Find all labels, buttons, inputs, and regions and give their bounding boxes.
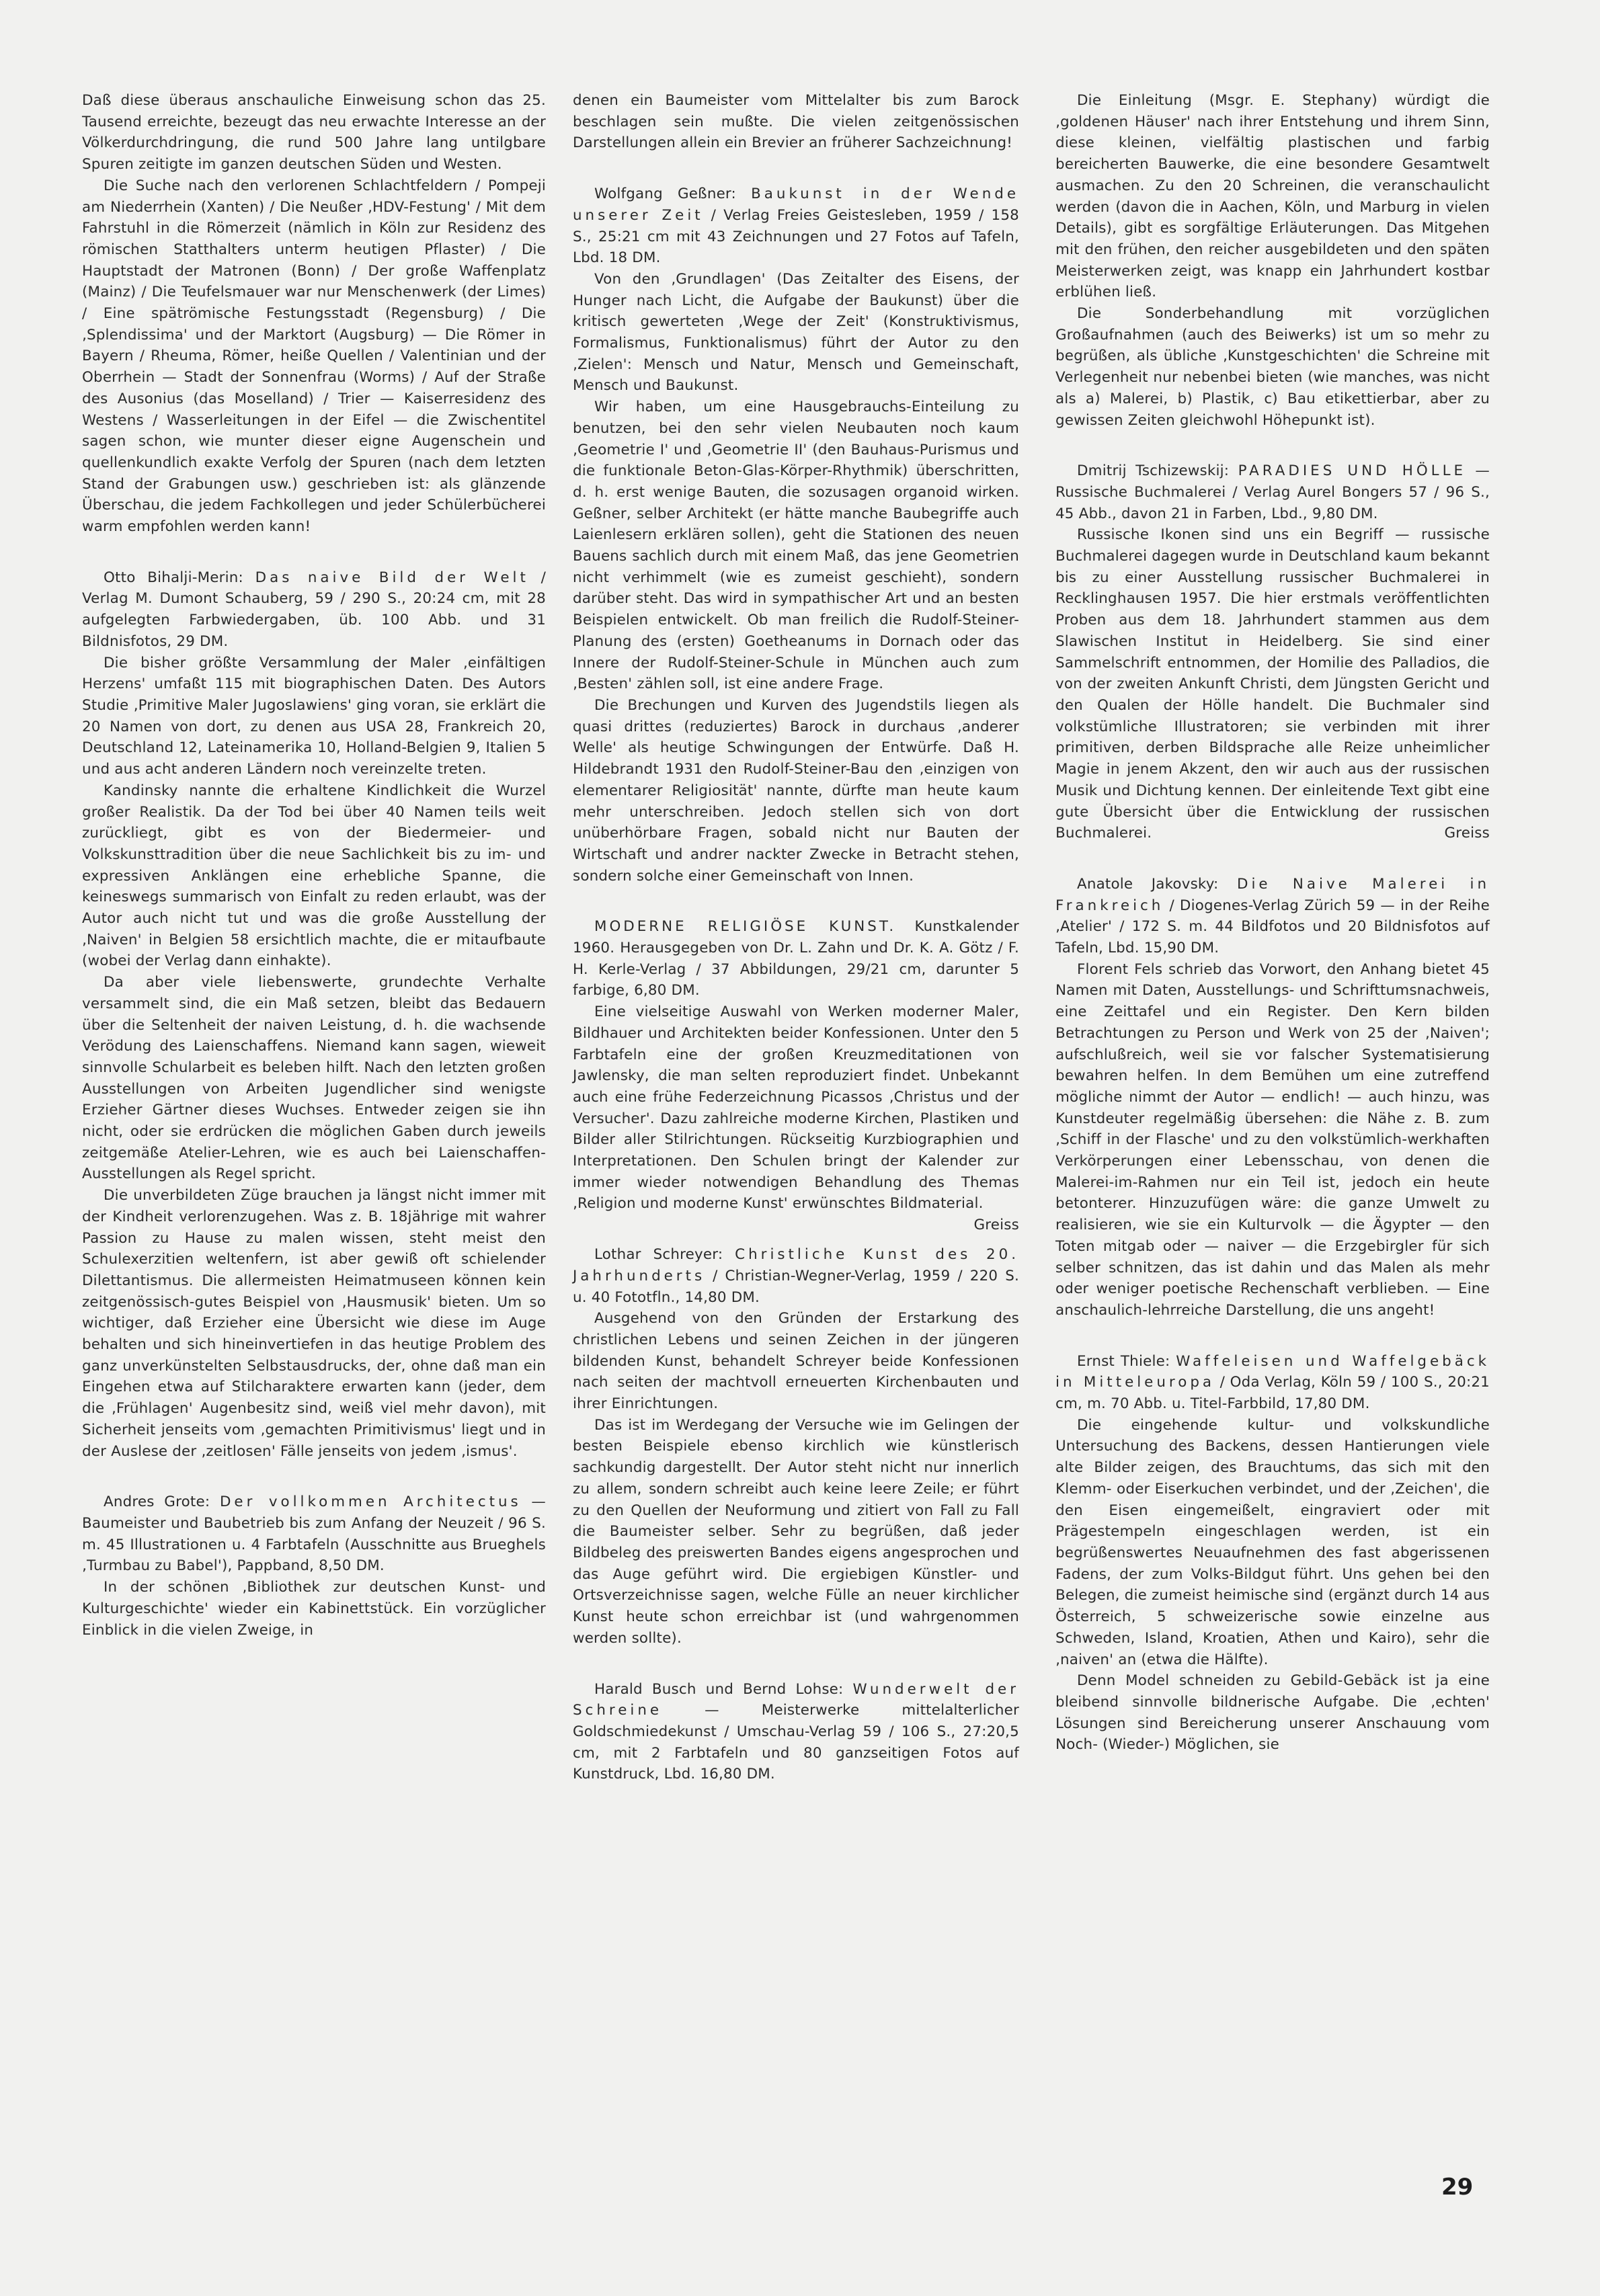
review-details: Kunstkalender 1960. Herausgegeben von Dr. L. Zahn und Dr. K. A. Götz / F. H. Kerle-Verlag / 37 Abbildungen, 29/21 cm, darunter 5 farbige, 6,80 DM. — [573, 918, 1019, 999]
review-heading — [1055, 1351, 1490, 1415]
paragraph: In der schönen ‚Bibliothek zur deutschen Kunst- und Kulturgeschichte' wieder ein Kabinettstück. Ein vorzüglicher Einblick in die vielen Zweige, in — [82, 1579, 546, 1639]
review-heading — [1055, 874, 1490, 959]
column-1 — [82, 90, 546, 1641]
review-title: Das naive Bild der Welt — [255, 569, 529, 586]
review-author: Lothar Schreyer: — [594, 1246, 723, 1264]
review-heading — [573, 916, 1019, 1001]
paragraph: Daß diese überaus anschauliche Einweisung schon das 25. Tausend erreichte, bezeugt das neu erwachte Interesse an der Völkerdurchdringung, die rund 500 Jahre lang untilgbare Spuren zeitigte im ganzen deutschen Süden und Westen. — [82, 92, 546, 173]
paragraph: Die Sonderbehandlung mit vorzüglichen Großaufnahmen (auch des Beiwerks) ist um so mehr zu begrüßen, als übliche ‚Kunstgeschichten' die Schreine mit Verlegenheit nur nebenbei bieten (wie manches, was nicht als a) Malerei, b) Plastik, c) Bau etikettierbar, aber zu gewissen Zeiten gleichwohl Höhepunkt ist). — [1055, 305, 1490, 429]
review-title: Christliche Kunst des 20. Jahrhunderts — [573, 1246, 1019, 1284]
review-details: / Christian-Wegner-Verlag, 1959 / 220 S. u. 40 Fototfln., 14,80 DM. — [573, 1267, 1020, 1306]
review-author: Andres Grote: — [104, 1493, 210, 1511]
review-author: Harald Busch und Bernd Lohse: — [594, 1680, 844, 1698]
review-heading — [1055, 460, 1490, 524]
review-heading — [573, 1679, 1019, 1786]
column-3 — [1055, 90, 1490, 1756]
paragraph: Die unverbildeten Züge brauchen ja längst nicht immer mit der Kindheit verlorenzugehen. Was z. B. 18jährige mit wahrer Passion zu Hause zu malen wissen, steht meist den Schulexerzitien weltenfern, ist aber gewiß oft schielender Dilettantismus. Die allermeisten Heimatmuseen können kein zeitgenössisch-gutes Beispiel von ‚Hausmusik' bieten. Um so wichtiger, daß Erzieher eine Übersicht wie diese im Auge behalten und sich hineinvertiefen in das heutige Problem des ganz unverkünstelten Selbstausdrucks, der, ohne daß man ein Eingehen etwa auf Stilcharaktere erwarten kann (jeder, dem die ‚Frühlagen' Augenbesitz sind, weiß viel mehr davon), mit Sicherheit jenseits vom ‚gemachten Primitivismus' liegt und in der Auslese der ‚zeitlosen' Fälle jenseits von jedem ‚ismus'. — [82, 1187, 546, 1460]
paragraph: Kandinsky nannte die erhaltene Kindlichkeit die Wurzel großer Realistik. Da der Tod bei über 40 Namen teils weit zurückliegt, gibt es von der Biedermeier- und Volkskunsttradition über die neue Sachlichkeit bis zu im- und expressiven Anklängen eine erhebliche Spanne, die keineswegs summarisch von Einfalt zu reden erlaubt, was der Autor auch nicht tut und was die große Ausstellung der ‚Naiven' in Belgien 58 ersichtlich machte, die er mitaufbaute (wobei der Verlag dann einhakte). — [82, 782, 546, 970]
paragraph: Wir haben, um eine Hausgebrauchs-Einteilung zu benutzen, bei den sehr vielen Neubauten noch kaum ‚Geometrie I' und ‚Geometrie II' (den Bauhaus-Purismus und die funktionale Beton-Glas-Körper-Rhythmik) überschritten, d. h. erst wenige Bauten, die sozusagen organoid wirken. Geßner, selber Architekt (er hätte manche Baubegriffe auch Laienlesern erklären sollen), geht die Stationen des neuen Bauens sachlich durch mit einem Maß, das jene Geometrien nicht verhimmelt (wie es zumeist geschieht), sondern darüber steht. Das wird in sympathischer Art und an besten Beispielen entwickelt. Ob man freilich die Rudolf-Steiner-Planung des (ersten) Goetheanums in Dornach oder das Innere der Rudolf-Steiner-Schule in München auch zum ‚Besten' zählen soll, ist eine andere Frage. — [573, 399, 1019, 693]
paragraph: Da aber viele liebenswerte, grundechte Verhalte versammelt sind, die ein Maß setzen, bleibt das Bedauern über die Seltenheit der naiven Leistung, d. h. die wachsende Verödung des Laienschaffens. Niemand kann sagen, wieweit sinnvolle Schularbeit es beleben hilft. Nach den letzten großen Ausstellungen von Arbeiten Jugendlicher sind wenigste Erzieher Gärtner dieses Wuchses. Entweder zeigen sie ihn nicht, oder sie erdrücken die möglichen Gaben durch jeweils zeitgemäße Atelier-Lehren, wie es auch bei Laienschaffen-Ausstellungen als Regel spricht. — [82, 974, 546, 1183]
paragraph-text: Eine vielseitige Auswahl von Werken moderner Maler, Bildhauer und Architekten beider Konfessionen. Unter den 5 Farbtafeln eine der großen Kreuzmeditationen von Jawlensky, die man selten reproduziert findet. Unbekannt auch eine frühe Federzeichnung Picassos ‚Christus und der Versucher'. Dazu zahlreiche moderne Kirchen, Plastiken und Bilder aller Stilrichtungen. Rückseitig Kurzbiographien und Interpretationen. Den Schulen bringt der Kalender zur immer wieder notwendigen Behandlung des Themas ‚Religion und moderne Kunst' erwünschtes Bildmaterial. — [573, 1003, 1019, 1213]
review-author: Dmitrij Tschizewskij: — [1077, 462, 1230, 480]
review-heading — [82, 1491, 546, 1577]
review-title: Die Naive Malerei in Frankreich — [1055, 875, 1490, 914]
review-title: PARADIES UND HÖLLE — [1238, 462, 1467, 480]
review-details: / Oda Verlag, Köln 59 / 100 S., 20:21 cm, m. 70 Abb. u. Titel-Farbbild, 17,80 DM. — [1055, 1374, 1490, 1413]
review-details: / Diogenes-Verlag Zürich 59 — in der Reihe ‚Atelier' / 172 S. m. 44 Bildfotos und 20 Bildnisfotos auf Tafeln, Lbd. 15,90 DM. — [1055, 897, 1490, 957]
paragraph: Die Brechungen und Kurven des Jugendstils liegen als quasi drittes (reduziertes) Barock in durchaus ‚anderer Welle' als heutige Schwingungen der Entwürfe. Daß H. Hildebrandt 1931 den Rudolf-Steiner-Bau den ‚einzigen von elementarer Religiosität' nannte, dürfte man heute kaum mehr unterschreiben. Jedoch stellen sich von dort unüberhörbare Fragen, sobald nicht nur Bauten der Wirtschaft und andrer nackter Zwecke in Betracht stehen, sondern solche einer Gemeinschaft von Innen. — [573, 696, 1019, 885]
signature: Greiss — [973, 1217, 1019, 1234]
paragraph: Ausgehend von den Gründen der Erstarkung des christlichen Lebens und seinen Zeichen in der jüngeren bildenden Kunst, behandelt Schreyer beide Konfessionen nach seiten der machtvoll erneuerten Kirchenbauten und ihrer Einrichtungen. — [573, 1310, 1019, 1413]
review-title: Baukunst in der Wende unserer Zeit — [573, 186, 1020, 224]
review-title: Wunderwelt der Schreine — [573, 1680, 1019, 1719]
review-author: Ernst Thiele: — [1077, 1352, 1170, 1370]
paragraph: Die bisher größte Versammlung der Maler ‚einfältigen Herzens' umfaßt 115 mit biographischen Daten. Des Autors Studie ‚Primitive Maler Jugoslawiens' ging voran, sie erklärt die 20 Namen von dort, zu denen aus USA 28, Frankreich 20, Deutschland 12, Lateinamerika 10, Holland-Belgien 9, Italien 5 und aus acht anderen Ländern noch vereinzelte treten. — [82, 654, 546, 778]
review-details: — Baumeister und Baubetrieb bis zum Anfang der Neuzeit / 96 S. m. 45 Illustrationen u. 4 Farbtafeln (Ausschnitte aus Brueghels ‚Turmbau zu Babel'), Pappband, 8,50 DM. — [82, 1493, 547, 1575]
paragraph: Die eingehende kultur- und volkskundliche Untersuchung des Backens, dessen Hantierungen viele alte Bilder zeigen, des Brauchtums, das sich mit den Klemm- oder Eiserkuchen verbindet, und der ‚Zeichen', die den Eisen eingemeißelt, eingraviert oder mit Prägestempeln eingeschlagen werden, ist ein begrüßenswertes Neuaufnehmen des fast abgerissenen Fadens, der zum Volks-Bildgut führt. Uns gehen bei den Belegen, die zumeist heimische sind (ergänzt durch 14 aus Österreich, 5 schweizerische sowie einzelne aus Schweden, Island, Kroatien, Athen und Kairo), sehr die ‚naiven' an (etwa die Hälfte). — [1055, 1416, 1490, 1668]
paragraph: Florent Fels schrieb das Vorwort, den Anhang bietet 45 Namen mit Daten, Ausstellungs- und Schrifttumsnachweis, eine Zeittafel und ein Register. Den Kern bilden Betrachtungen zu Person und Werk von 25 der ‚Naiven'; aufschlußreich, weil sie vor falscher Systematisierung bewahren helfen. In dem Bemühen um eine zutreffend mögliche nimmt der Autor — endlich! — auch hinzu, was Kunstdeuter regelmäßig übersehen: die Nähe z. B. zum ‚Schiff in der Flasche' und zu den volkstümlich-werkhaften Verkörperungen einer Lebensschau, von denen die Malerei-im-Rahmen nur ein Teil ist, jedoch ein heute betonterer. Hinzuzufügen wäre: die ganze Umwelt zu realisieren, wie sie ein Kulturvolk — die Ägypter — den Toten mitgab oder — naiver — die Erzgebirgler für sich selber schnitzen, das ist dahin und das Malen als mehr oder weniger poetische Rechenschaft verblieben. — Eine anschaulich-lehrreiche Darstellung, die uns angeht! — [1055, 960, 1490, 1319]
paragraph: Die Suche nach den verlorenen Schlachtfeldern / Pompeji am Niederrhein (Xanten) / Die Neußer ‚HDV-Festung' / Mit dem Fahrstuhl in die Römerzeit (nämlich in Köln zur Residenz des römischen Statthalters unterm heutigen Pflaster) / Die Hauptstadt der Matronen (Bonn) / Der große Waffenplatz (Mainz) / Die Teufelsmauer war nur Menschenwerk (der Limes) / Eine spätrömische Festungsstadt (Regensburg) / Die ‚Splendissima' und der Marktort (Augsburg) — Die Römer in Bayern / Rheuma, Römer, heiße Quellen / Valentinian und der Oberrhein — Stadt der Sonnenfrau (Worms) / Auf der Straße des Ausonius (das Moselland) / Trier — Kaiserresidenz des Westens / Wasserleitungen in der Eifel — die Zwischentitel sagen schon, wie munter dieser eigne Augenschein und quellenkundlich exakte Verfolg der Spuren (nach dem letzten Stand der Grabungen usw.) geschrieben ist: als glänzende Überschau, die jedem Fachkollegen und jeder Schülerbücherei warm empfohlen werden kann! — [82, 177, 546, 536]
review-heading — [573, 183, 1019, 269]
paragraph: Denn Model schneiden zu Gebild-Gebäck ist ja eine bleibend sinnvolle bildnerische Aufgabe. Die ‚echten' Lösungen sind Bereicherung unserer Anschauung vom Noch- (Wieder-) Möglichen, sie — [1055, 1672, 1490, 1754]
review-heading — [82, 567, 546, 653]
review-title: Der vollkommen Architectus — [219, 1493, 522, 1511]
paragraph — [1055, 524, 1490, 844]
review-title: MODERNE RELIGIÖSE KUNST. — [594, 918, 897, 936]
paragraph: Von den ‚Grundlagen' (Das Zeitalter des Eisens, der Hunger nach Licht, die Aufgabe der Baukunst) über die kritisch gewerteten ‚Wege der Zeit' (Konstruktivismus, Formalismus, Funktionalismus) führt der Autor zu den ‚Zielen': Mensch und Natur, Mensch und Gemeinschaft, Mensch und Baukunst. — [573, 270, 1019, 395]
paragraph-text: Russische Ikonen sind uns ein Begriff — russische Buchmalerei dagegen wurde in Deutschland kaum bekannt bis zu einer Ausstellung russischer Buchmalerei in Recklinghausen 1957. Die hier erstmals veröffentlichten Proben aus dem 18. Jahrhundert stammen aus dem Slawischen Institut in Heidelberg. Sie sind einer Sammelschrift entnommen, der Homilie des Palladios, die von der zweiten Ankunft Christi, dem Jüngsten Gericht und den Qualen der Hölle handelt. Die Buchmaler sind volkstümliche Illustratoren; sie verbinden mit ihrer primitiven, derben Bildsprache alle Reize unheimlicher Magie in jenem Akzent, den wir auch aus der russischen Musik und Dichtung kennen. Der einleitende Text gibt eine gute Übersicht über die Entwicklung der russischen Buchmalerei. — [1055, 526, 1490, 842]
review-author: Anatole Jakovsky: — [1077, 875, 1219, 893]
review-heading — [573, 1244, 1019, 1308]
review-title: Waffeleisen und Waffelgebäck in Mitteleuropa — [1055, 1352, 1490, 1391]
page-number: 29 — [1441, 2174, 1474, 2201]
paragraph: Die Einleitung (Msgr. E. Stephany) würdigt die ‚goldenen Häuser' nach ihrer Entstehung und ihrem Sinn, diese kleinen, vielfältig plastischen und farbig bereicherten Bauwerke, die eine besondere Gesamtwelt ausmachen. Zu den 20 Schreinen, die veranschaulicht werden (davon die in Aachen, Köln, und Marburg in vielen Details), gibt es sorgfältige Erläuterungen. Das Mitgehen mit den frühen, den reicher ausgebildeten und den späten Meisterwerken zeigt, was knapp ein Jahrhundert kostbar erblühen ließ. — [1055, 92, 1490, 301]
paragraph: Das ist im Werdegang der Versuche wie im Gelingen der besten Beispiele ebenso kirchlich wie künstlerisch sachkundig dargestellt. Der Autor steht nicht nur innerlich zu allem, sondern schreibt auch keine leere Zeile; er führt zu den Quellen der Neuformung und zitiert von Fall zu Fall die Baumeister selber. Sehr zu begrüßen, daß jeder Bildbeleg des preiswerten Bandes eigens angesprochen und das Auge geführt wird. Die ergiebigen Künstler- und Ortsverzeichnisse sagen, welche Fülle an neuer kirchlicher Kunst heute schon erreichbar ist (und wahrgenommen werden sollte). — [573, 1416, 1019, 1647]
review-details: — Meisterwerke mittelalterlicher Goldschmiedekunst / Umschau-Verlag 59 / 106 S., 27:20,5 cm, mit 2 Farbtafeln und 80 ganzseitigen Fotos auf Kunstdruck, Lbd. 16,80 DM. — [573, 1702, 1019, 1783]
column-2 — [573, 90, 1019, 1785]
paragraph — [573, 1001, 1019, 1234]
review-details: — Russische Buchmalerei / Verlag Aurel Bongers 57 / 96 S., 45 Abb., davon 21 in Farben, Lbd., 9,80 DM. — [1055, 462, 1490, 522]
review-details: / Verlag M. Dumont Schauberg, 59 / 290 S., 20:24 cm, mit 28 aufgelegten Farbwiedergaben, üb. 100 Abb. und 31 Bildnisfotos, 29 DM. — [82, 569, 546, 650]
paragraph: denen ein Baumeister vom Mittelalter bis zum Barock beschlagen sein mußte. Die vielen zeitgenössischen Darstellungen allein ein Brevier an früherer Sachzeichnung! — [573, 92, 1019, 152]
review-author: Wolfgang Geßner: — [594, 186, 736, 203]
review-details: / Verlag Freies Geistesleben, 1959 / 158 S., 25:21 cm mit 43 Zeichnungen und 27 Fotos auf Tafeln, Lbd. 18 DM. — [573, 206, 1019, 267]
review-author: Otto Bihalji-Merin: — [104, 569, 243, 586]
signature: Greiss — [1444, 825, 1490, 842]
